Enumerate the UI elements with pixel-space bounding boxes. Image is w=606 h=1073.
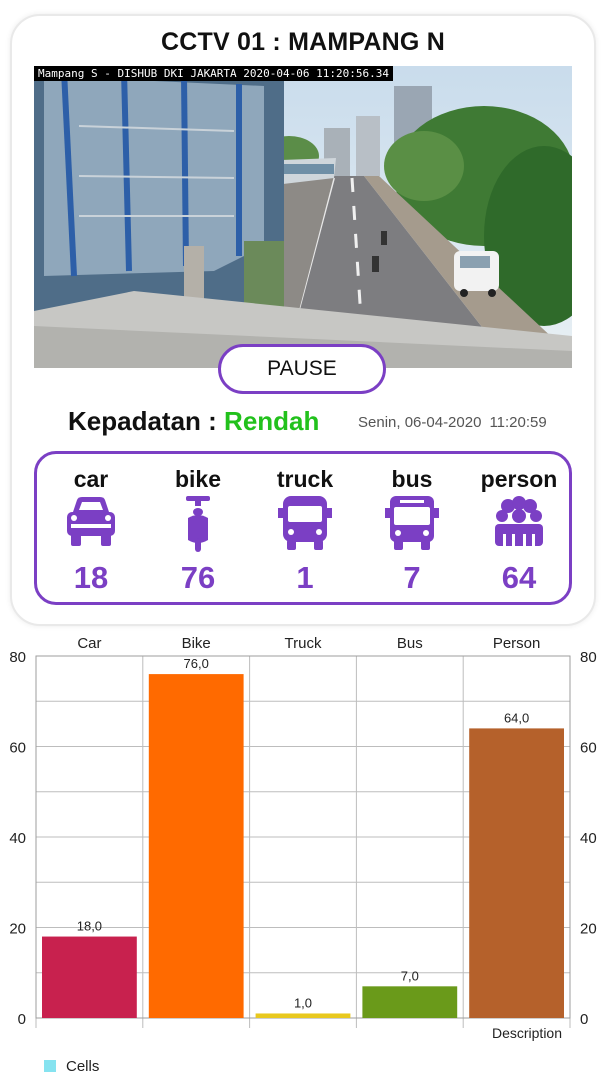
- bar: [149, 674, 244, 1018]
- y-tick-label-right: 0: [580, 1011, 589, 1028]
- count-label: bus: [391, 466, 433, 492]
- y-tick-label-left: 20: [9, 920, 26, 938]
- count-label: person: [480, 466, 558, 492]
- vehicle-counts-panel: [34, 451, 572, 605]
- x-category-label: Truck: [284, 635, 322, 652]
- y-tick-label-right: 40: [580, 830, 597, 847]
- time-text: 11:20:59: [489, 414, 547, 431]
- bar-value-label: 1,0: [293, 995, 313, 1011]
- density-label: Kepadatan :: [68, 406, 217, 436]
- y-tick-label-left: 60: [9, 739, 26, 757]
- bar: [42, 937, 137, 1018]
- bar: [469, 728, 564, 1018]
- y-tick-label-left: 0: [17, 1011, 26, 1028]
- car-icon: [63, 494, 119, 554]
- cctv-video-feed[interactable]: [34, 66, 572, 368]
- count-value: 64: [501, 560, 537, 595]
- x-category-label: Bike: [181, 635, 211, 652]
- y-tick-label-right: 60: [580, 739, 597, 757]
- y-tick-label-left: 80: [9, 649, 26, 666]
- date-text: Senin, 06-04-2020: [358, 414, 482, 431]
- bar-value-label: 7,0: [400, 968, 419, 984]
- bar: [256, 1013, 351, 1018]
- x-category-label: Person: [492, 635, 541, 652]
- bar: [362, 986, 457, 1018]
- density-value: Rendah: [224, 406, 320, 436]
- bar-value-label: 64,0: [503, 710, 530, 726]
- vehicle-count-chart: [0, 628, 606, 1073]
- camera-timestamp-overlay: Mampang S - DISHUB DKI JAKARTA 2020-04-06 11:20:56.34: [34, 66, 393, 81]
- legend-swatch: [44, 1060, 56, 1072]
- y-tick-label-left: 40: [9, 830, 26, 847]
- x-category-label: Bus: [396, 635, 423, 652]
- count-label: car: [73, 466, 109, 492]
- count-label: bike: [174, 466, 222, 492]
- timestamp: [358, 414, 547, 431]
- y-tick-label-right: 80: [580, 649, 597, 666]
- bar-chart: [0, 628, 606, 1058]
- chart-legend: [44, 1058, 99, 1073]
- street-scene-image: [34, 66, 572, 368]
- x-category-label: Car: [77, 635, 102, 652]
- crowd-icon: [491, 494, 547, 554]
- camera-title: CCTV 01 : MAMPANG N: [161, 28, 445, 56]
- legend-label: Cells: [66, 1058, 100, 1073]
- bus-icon: [384, 494, 440, 554]
- truck-icon: [277, 494, 333, 554]
- bar-value-label: 18,0: [76, 918, 103, 934]
- count-value: 1: [296, 560, 314, 595]
- y-tick-label-right: 20: [580, 920, 597, 938]
- count-value: 18: [73, 560, 109, 595]
- chart-description: Description: [491, 1025, 562, 1041]
- scooter-icon: [170, 494, 226, 554]
- density-status: [68, 406, 319, 437]
- pause-button[interactable]: PAUSE: [218, 344, 386, 394]
- count-label: truck: [276, 466, 334, 492]
- count-value: 76: [180, 560, 216, 595]
- bar-value-label: 76,0: [183, 656, 209, 672]
- count-value: 7: [403, 560, 421, 595]
